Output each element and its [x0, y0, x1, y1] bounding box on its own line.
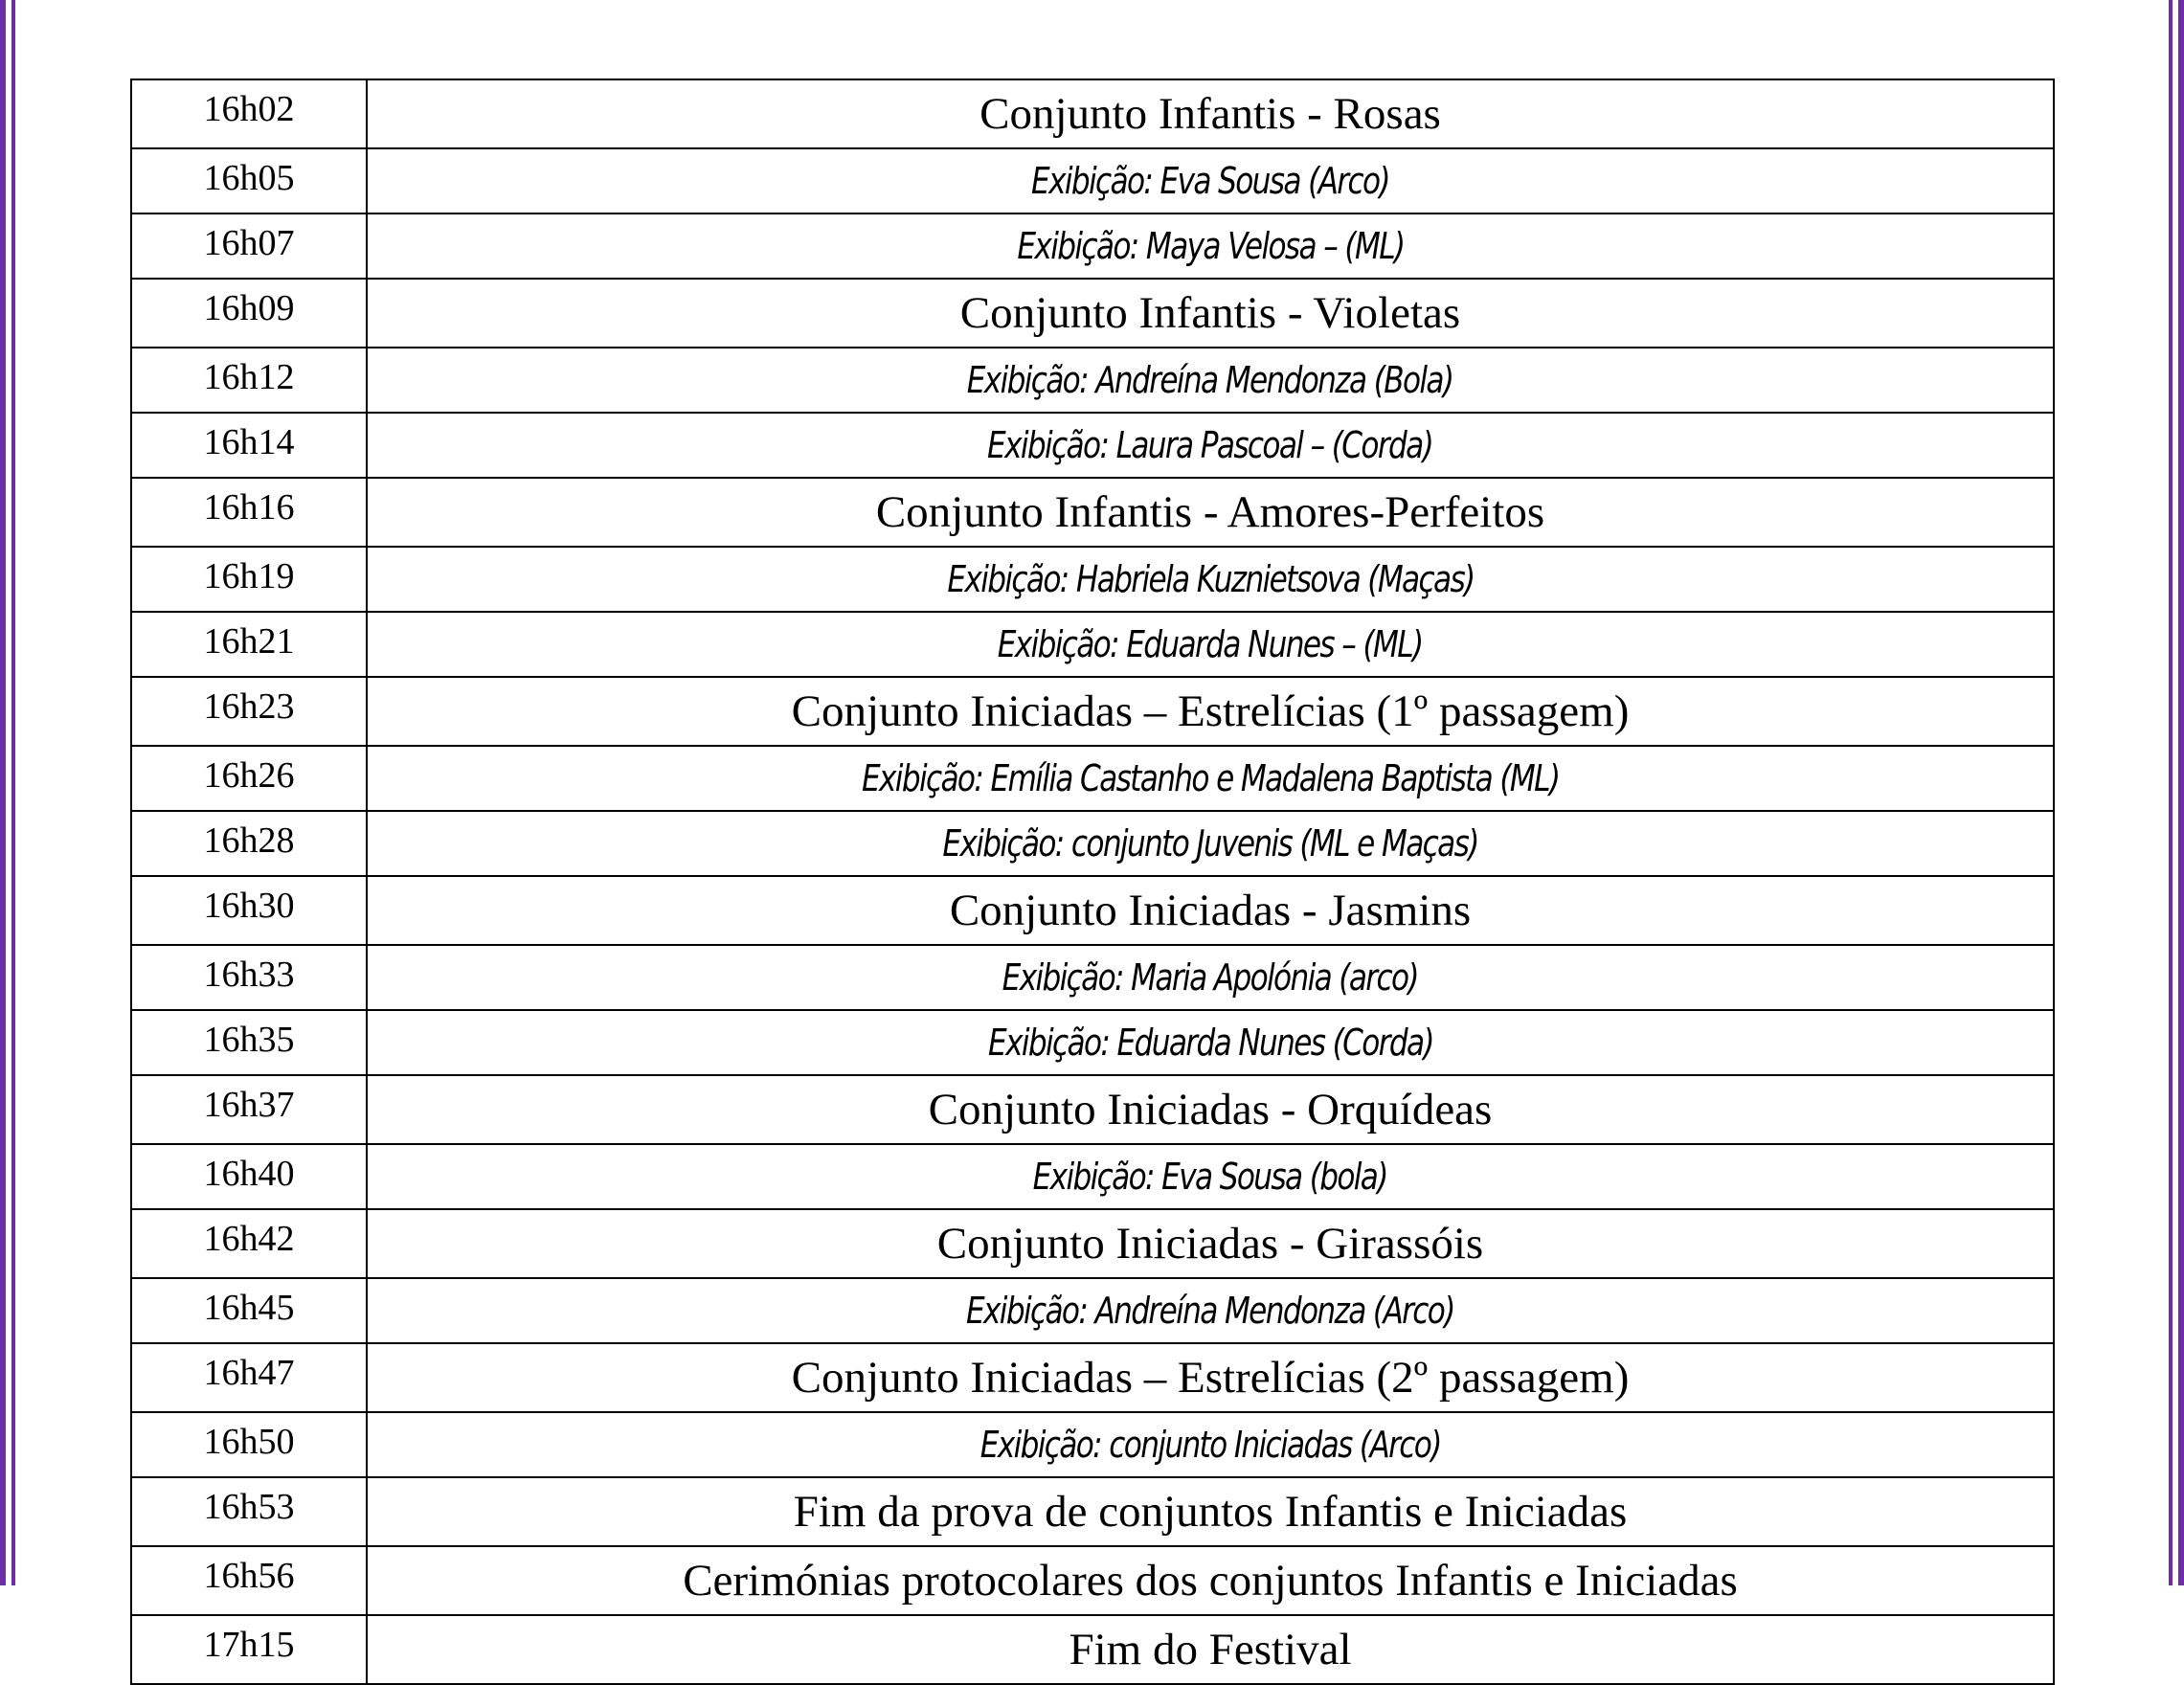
schedule-exhibition [367, 348, 2054, 413]
schedule-time: 16h56 [131, 1546, 367, 1615]
schedule-event-label: Exibição: conjunto Iniciadas (Arco) [979, 1424, 1441, 1466]
schedule-event [367, 79, 2054, 148]
schedule-event-label: Fim da prova de conjuntos Infantis e Iniciadas [793, 1487, 1628, 1537]
schedule-exhibition [367, 547, 2054, 612]
schedule-time: 16h53 [131, 1477, 367, 1546]
schedule-time: 16h02 [131, 79, 367, 148]
schedule-time: 16h05 [131, 148, 367, 213]
schedule-row [131, 478, 2054, 547]
schedule-row [131, 1546, 2054, 1615]
schedule-time: 16h12 [131, 348, 367, 413]
schedule-time: 16h47 [131, 1343, 367, 1412]
schedule-event [367, 677, 2054, 746]
schedule-event-label: Exibição: Habriela Kuznietsova (Maças) [946, 558, 1475, 600]
schedule-event-label: Exibição: Andreína Mendonza (Arco) [966, 1290, 1454, 1332]
schedule-row [131, 811, 2054, 876]
page-border-left-inner [11, 0, 15, 1585]
schedule-row [131, 1477, 2054, 1546]
page-border-right-inner [2169, 0, 2173, 1585]
schedule-event-label: Conjunto Iniciadas – Estrelícias (1º passagem) [791, 686, 1630, 736]
schedule-event-label: Conjunto Iniciadas - Girassóis [936, 1219, 1484, 1269]
schedule-event-label: Exibição: Andreína Mendonza (Bola) [967, 359, 1453, 401]
schedule-event-label: Cerimónias protocolares dos conjuntos Infantis e Iniciadas [683, 1556, 1738, 1606]
schedule-exhibition [367, 213, 2054, 279]
schedule-exhibition [367, 1278, 2054, 1343]
schedule-row [131, 612, 2054, 677]
schedule-event-label: Exibição: Emília Castanho e Madalena Baptista (ML) [861, 757, 1560, 799]
schedule-time: 16h09 [131, 279, 367, 348]
schedule-event [367, 1209, 2054, 1278]
schedule-row [131, 79, 2054, 148]
schedule-event-label: Exibição: Laura Pascoal – (Corda) [987, 424, 1433, 466]
schedule-event [367, 1075, 2054, 1144]
schedule-row [131, 677, 2054, 746]
schedule-time: 16h16 [131, 478, 367, 547]
schedule-event-label: Conjunto Infantis - Violetas [959, 288, 1461, 338]
schedule-table [130, 79, 2055, 1685]
schedule-event-label: Fim do Festival [1069, 1625, 1352, 1674]
schedule-event-label: Exibição: Eva Sousa (bola) [1032, 1156, 1388, 1198]
schedule-exhibition [367, 148, 2054, 213]
schedule-time: 16h19 [131, 547, 367, 612]
schedule-row [131, 547, 2054, 612]
schedule-row [131, 279, 2054, 348]
schedule-time: 16h50 [131, 1412, 367, 1477]
schedule-row [131, 1010, 2054, 1075]
schedule-event-label: Conjunto Iniciadas - Jasmins [949, 886, 1472, 935]
schedule-event-label: Exibição: conjunto Juvenis (ML e Maças) [942, 822, 1478, 865]
schedule-time: 17h15 [131, 1615, 367, 1684]
schedule-exhibition [367, 1010, 2054, 1075]
schedule-row [131, 876, 2054, 945]
schedule-time: 16h26 [131, 746, 367, 811]
schedule-row [131, 1343, 2054, 1412]
schedule-row [131, 746, 2054, 811]
schedule-row [131, 945, 2054, 1010]
schedule-time: 16h35 [131, 1010, 367, 1075]
schedule-exhibition [367, 945, 2054, 1010]
schedule-exhibition [367, 811, 2054, 876]
schedule-time: 16h40 [131, 1144, 367, 1209]
schedule-event-label: Exibição: Eduarda Nunes – (ML) [998, 623, 1423, 665]
schedule-event [367, 478, 2054, 547]
schedule-body [131, 79, 2054, 1684]
schedule-event-label: Conjunto Iniciadas - Orquídeas [928, 1085, 1493, 1135]
schedule-time: 16h21 [131, 612, 367, 677]
schedule-row [131, 1278, 2054, 1343]
schedule-time: 16h07 [131, 213, 367, 279]
schedule-event-label: Conjunto Infantis - Amores-Perfeitos [875, 487, 1545, 537]
schedule-exhibition [367, 1144, 2054, 1209]
schedule-exhibition [367, 413, 2054, 478]
schedule-row [131, 148, 2054, 213]
schedule-time: 16h14 [131, 413, 367, 478]
schedule-time: 16h45 [131, 1278, 367, 1343]
schedule-event-label: Conjunto Infantis - Rosas [979, 89, 1441, 139]
schedule-event [367, 1343, 2054, 1412]
schedule-exhibition [367, 1412, 2054, 1477]
page-border-left-outer [0, 0, 6, 1585]
schedule-time: 16h28 [131, 811, 367, 876]
page-border-right-outer [2178, 0, 2184, 1585]
schedule-event-label: Conjunto Iniciadas – Estrelícias (2º passagem) [791, 1353, 1630, 1403]
schedule-event [367, 1477, 2054, 1546]
schedule-row [131, 213, 2054, 279]
schedule-time: 16h30 [131, 876, 367, 945]
schedule-time: 16h42 [131, 1209, 367, 1278]
schedule-exhibition [367, 612, 2054, 677]
schedule-row [131, 1075, 2054, 1144]
schedule-event-label: Exibição: Eduarda Nunes (Corda) [987, 1022, 1433, 1064]
schedule-row [131, 413, 2054, 478]
schedule-row [131, 1412, 2054, 1477]
schedule-exhibition [367, 746, 2054, 811]
schedule-row [131, 1209, 2054, 1278]
schedule-event-label: Exibição: Eva Sousa (Arco) [1031, 160, 1389, 202]
schedule-event [367, 1546, 2054, 1615]
schedule-row [131, 1144, 2054, 1209]
schedule-time: 16h23 [131, 677, 367, 746]
schedule-event [367, 279, 2054, 348]
schedule-event-label: Exibição: Maya Velosa – (ML) [1016, 225, 1405, 267]
schedule-event [367, 876, 2054, 945]
schedule-row [131, 348, 2054, 413]
schedule-event-label: Exibição: Maria Apolónia (arco) [1002, 956, 1419, 999]
schedule-event [367, 1615, 2054, 1684]
schedule-row [131, 1615, 2054, 1684]
schedule-time: 16h33 [131, 945, 367, 1010]
schedule-time: 16h37 [131, 1075, 367, 1144]
